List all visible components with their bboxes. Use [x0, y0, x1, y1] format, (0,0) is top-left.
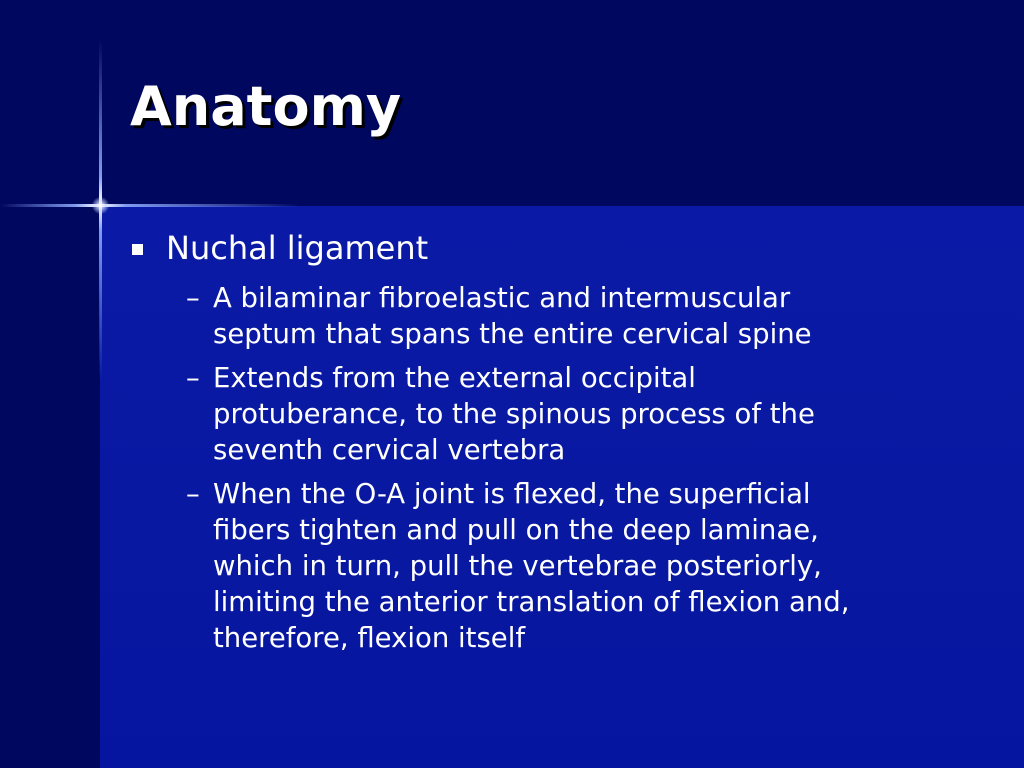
sparkle-horizontal-line	[0, 204, 300, 207]
dash-marker: –	[186, 362, 200, 394]
sparkle-star-icon	[92, 197, 109, 214]
dash-marker: –	[186, 282, 200, 314]
sub-bullet-item	[186, 280, 886, 352]
bullet-text: Nuchal ligament	[166, 229, 429, 267]
sub-bullet-item	[186, 360, 886, 468]
dash-marker: –	[186, 478, 200, 510]
square-bullet-icon	[132, 244, 143, 255]
sub-bullet-text: A bilaminar fibroelastic and intermuscular septum that spans the entire cervical spine	[213, 282, 812, 350]
slide-title: Anatomy	[130, 75, 402, 138]
sub-bullet-text: When the O-A joint is flexed, the superficial fibers tighten and pull on the deep laminae, which in turn, pull the vertebrae posteriorly, limiting the anterior translation of flexion and, therefore, flexion itself	[213, 478, 850, 654]
sub-bullet-list	[186, 280, 930, 656]
sub-bullet-text: Extends from the external occipital protuberance, to the spinous process of the seventh cervical vertebra	[213, 362, 815, 466]
sub-bullet-item	[186, 476, 886, 656]
bullet-item	[130, 228, 930, 268]
slide-content	[130, 228, 930, 664]
